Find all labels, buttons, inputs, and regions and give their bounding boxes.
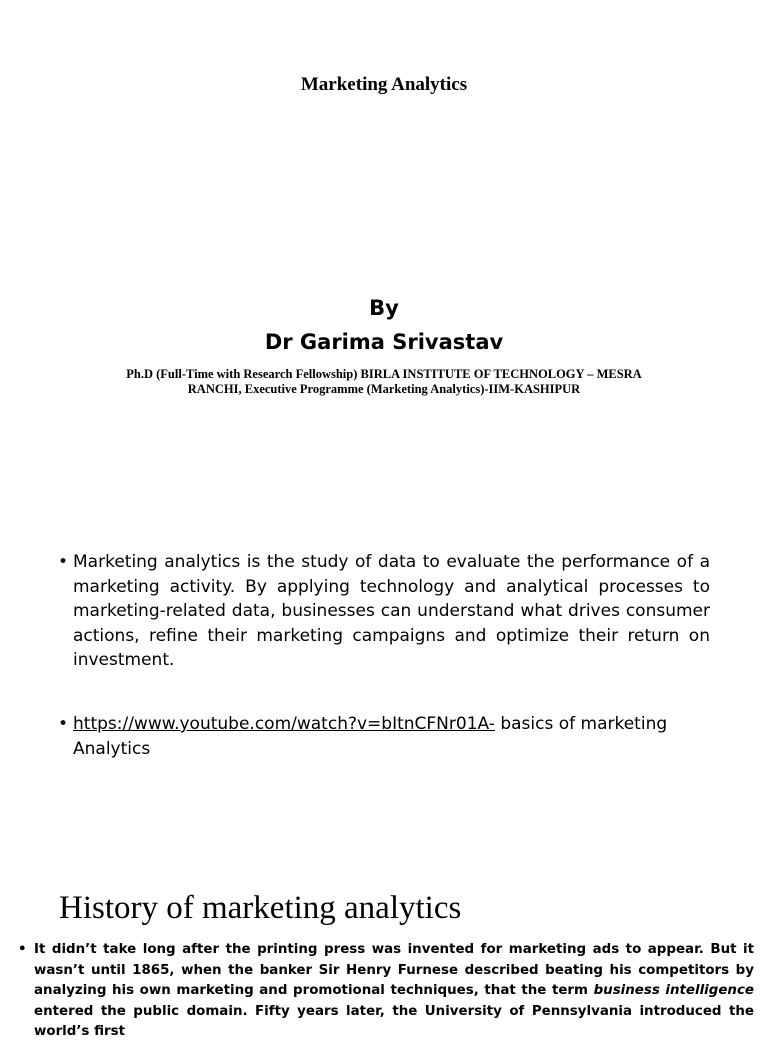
definition-slide [0,512,768,858]
list-item [18,940,754,1043]
history-text-part1: It didn’t take long after the printing press was invented for marketing ads to appear. But it wasn’t until 1865, when the banker Sir Henry Furnese described beating his competitors by analyzing his own marketing and promotional techniques, that the term [34,942,754,998]
resource-list [56,712,710,761]
author-credentials: Ph.D (Full-Time with Research Fellowship) BIRLA INSTITUTE OF TECHNOLOGY – MESRA RANCHI, Executive Programme (Marketing Analytics)-IIM-KASHIPUR [126,367,642,396]
list-item [56,712,710,761]
title-slide [0,0,768,512]
author-name: Dr Garima Srivastav [264,330,504,354]
history-title: History of marketing analytics [59,890,462,926]
slide-title: Marketing Analytics [300,74,468,95]
history-text-italic: business intelligence [593,983,754,998]
history-slide [0,858,768,1039]
bullet-icon: • [18,942,27,957]
history-text-part2: entered the public domain. Fifty years later, the University of Pennsylvania introduced the world’s first [34,1003,754,1039]
history-list [18,940,754,1043]
list-item [56,550,710,673]
by-label: By [369,296,399,320]
link-description: basics of marketing Analytics [73,714,668,759]
youtube-link[interactable]: https://www.youtube.com/watch?v=bItnCFNr01A- [73,714,495,734]
definition-list [56,550,710,673]
bullet-icon: • [58,552,69,572]
definition-text: Marketing analytics is the study of data to evaluate the performance of a marketing activity. By applying technology and analytical processes to marketing-related data, businesses can understand what drives consumer actions, refine their marketing campaigns and optimize their return on investment. [73,552,710,670]
bullet-icon: • [58,714,69,734]
